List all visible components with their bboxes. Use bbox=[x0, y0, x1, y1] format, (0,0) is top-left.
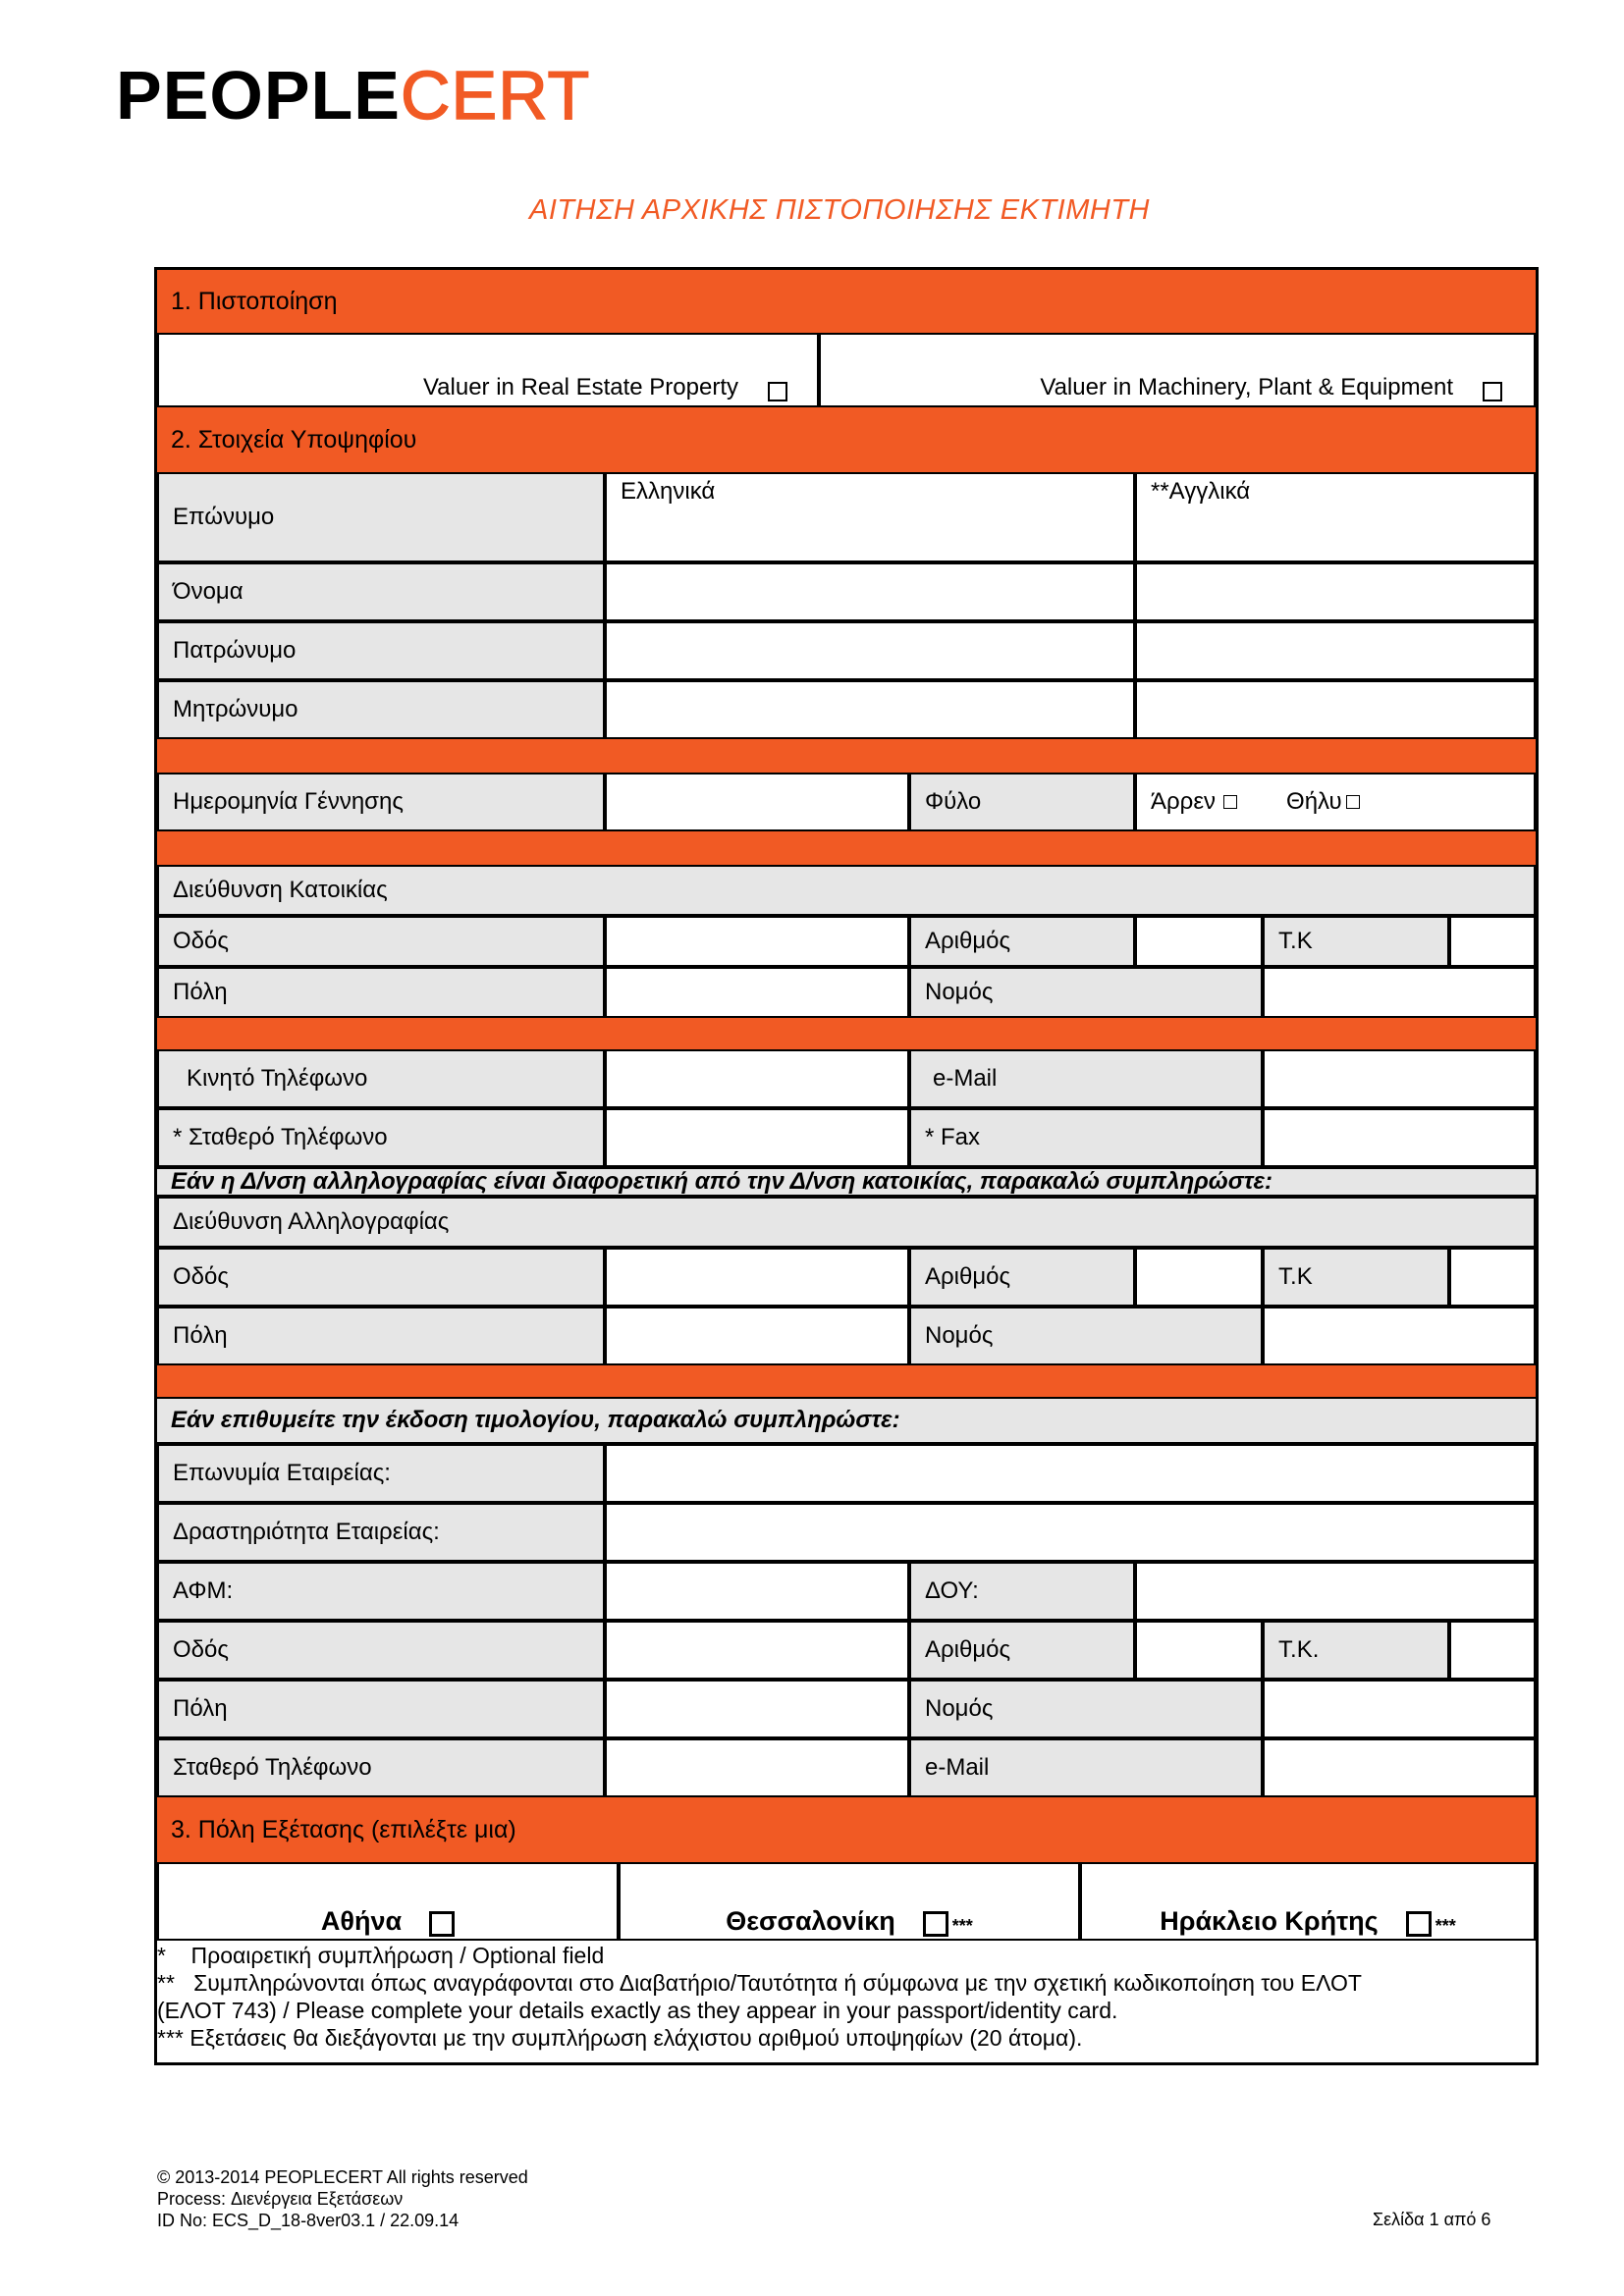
tax-office-label bbox=[909, 1562, 1135, 1621]
mail-street-label-text: Οδός bbox=[173, 1263, 229, 1290]
col-greek-label: Ελληνικά bbox=[621, 478, 716, 505]
tax-office-field[interactable] bbox=[1135, 1562, 1536, 1621]
exam-city-athens[interactable] bbox=[157, 1862, 619, 1941]
home-postcode-label-text: Τ.Κ bbox=[1278, 928, 1313, 954]
company-prefecture-field[interactable] bbox=[1263, 1680, 1536, 1738]
athens-checkbox[interactable] bbox=[429, 1911, 455, 1937]
heraklion-stars: *** bbox=[1435, 1916, 1456, 1936]
company-number-label-text: Αριθμός bbox=[925, 1636, 1011, 1663]
section2-title: 2. Στοιχεία Υποψηφίου bbox=[171, 425, 417, 454]
company-activity-label bbox=[157, 1503, 605, 1562]
thessaloniki-label: Θεσσαλονίκη bbox=[726, 1906, 895, 1936]
invoice-note-text: Εάν επιθυμείτε την έκδοση τιμολογίου, παρακαλώ συμπληρώστε: bbox=[171, 1407, 900, 1433]
section3-header bbox=[157, 1797, 1536, 1862]
vat-field[interactable] bbox=[605, 1562, 909, 1621]
footnote-passport-cont: (ΕΛΟΤ 743) / Please complete your details exactly as they appear in your passport/identity card. bbox=[157, 1998, 1118, 2023]
home-postcode-label bbox=[1263, 916, 1449, 967]
separator-bar bbox=[157, 739, 1536, 773]
separator-bar bbox=[157, 1365, 1536, 1397]
section1-title: 1. Πιστοποίηση bbox=[171, 287, 338, 315]
male-label: Άρρεν bbox=[1151, 788, 1217, 815]
name-label bbox=[157, 562, 605, 621]
surname-english-field[interactable] bbox=[1135, 472, 1536, 562]
footnote-minimum: *** Εξετάσεις θα διεξάγονται με την συμπλήρωση ελάχιστου αριθμού υποψηφίων (20 άτομα). bbox=[157, 2025, 1083, 2051]
option-real-estate[interactable] bbox=[157, 333, 819, 407]
page-footer bbox=[157, 2166, 528, 2231]
company-street-label bbox=[157, 1621, 605, 1680]
birth-date-label-text: Ημερομηνία Γέννησης bbox=[173, 788, 404, 815]
male-checkbox[interactable] bbox=[1223, 795, 1237, 809]
exam-city-heraklion[interactable] bbox=[1080, 1862, 1536, 1941]
home-prefecture-label-text: Νομός bbox=[925, 979, 994, 1005]
father-name-greek-field[interactable] bbox=[605, 621, 1135, 680]
logo-part-cert: CERT bbox=[400, 57, 591, 133]
home-address-heading bbox=[157, 865, 1536, 916]
home-postcode-field[interactable] bbox=[1449, 916, 1536, 967]
surname-label-text: Επώνυμο bbox=[173, 504, 275, 530]
document-title: ΑΙΤΗΣΗ ΑΡΧΙΚΗΣ ΠΙΣΤΟΠΟΙΗΣΗΣ ΕΚΤΙΜΗΤΗ bbox=[529, 194, 1150, 226]
mother-name-label bbox=[157, 680, 605, 739]
mobile-field[interactable] bbox=[605, 1049, 909, 1108]
company-phone-field[interactable] bbox=[605, 1738, 909, 1797]
sex-label-text: Φύλο bbox=[925, 788, 982, 815]
section3-title: 3. Πόλη Εξέτασης (επιλέξτε μια) bbox=[171, 1815, 516, 1843]
company-number-field[interactable] bbox=[1135, 1621, 1263, 1680]
vat-label-text: ΑΦΜ: bbox=[173, 1577, 234, 1604]
separator-bar bbox=[157, 1018, 1536, 1049]
surname-label bbox=[157, 472, 605, 562]
home-city-field[interactable] bbox=[605, 967, 909, 1018]
name-english-field[interactable] bbox=[1135, 562, 1536, 621]
section2-header bbox=[157, 407, 1536, 472]
thessaloniki-stars: *** bbox=[951, 1916, 973, 1936]
mail-address-heading bbox=[157, 1197, 1536, 1248]
home-number-label bbox=[909, 916, 1135, 967]
company-name-label-text: Επωνυμία Εταιρείας: bbox=[173, 1460, 391, 1486]
birth-date-label bbox=[157, 773, 605, 831]
mail-number-label bbox=[909, 1248, 1135, 1307]
footer-id: ID No: ECS_D_18-8ver03.1 / 22.09.14 bbox=[157, 2211, 460, 2230]
company-name-field[interactable] bbox=[605, 1444, 1536, 1503]
mobile-label-text: Κινητό Τηλέφωνο bbox=[187, 1065, 368, 1092]
col-english-label: **Αγγλικά bbox=[1151, 478, 1251, 505]
home-city-label bbox=[157, 967, 605, 1018]
name-label-text: Όνομα bbox=[173, 578, 244, 605]
company-street-field[interactable] bbox=[605, 1621, 909, 1680]
company-number-label bbox=[909, 1621, 1135, 1680]
invoice-note bbox=[157, 1397, 1536, 1444]
exam-city-thessaloniki[interactable] bbox=[619, 1862, 1080, 1941]
email-field[interactable] bbox=[1263, 1049, 1536, 1108]
option-machinery[interactable] bbox=[819, 333, 1536, 407]
company-phone-label-text: Σταθερό Τηλέφωνο bbox=[173, 1754, 372, 1781]
sex-options bbox=[1135, 773, 1536, 831]
logo-part-people: PEOPLE bbox=[116, 57, 401, 133]
mail-number-label-text: Αριθμός bbox=[925, 1263, 1011, 1290]
company-activity-field[interactable] bbox=[605, 1503, 1536, 1562]
company-email-label-text: e-Mail bbox=[925, 1754, 990, 1781]
fax-field[interactable] bbox=[1263, 1108, 1536, 1167]
option-machinery-label: Valuer in Machinery, Plant & Equipment bbox=[1040, 374, 1453, 400]
footnote-optional: * Προαιρετική συμπλήρωση / Optional field bbox=[157, 1943, 605, 1968]
footer-process: Process: Διενέργεια Εξετάσεων bbox=[157, 2189, 404, 2209]
real-estate-checkbox[interactable] bbox=[768, 382, 787, 401]
company-city-label bbox=[157, 1680, 605, 1738]
father-name-english-field[interactable] bbox=[1135, 621, 1536, 680]
company-email-label bbox=[909, 1738, 1263, 1797]
mail-prefecture-field[interactable] bbox=[1263, 1307, 1536, 1365]
home-street-field[interactable] bbox=[605, 916, 909, 967]
landline-label bbox=[157, 1108, 605, 1167]
section1-header bbox=[157, 270, 1536, 333]
fax-label bbox=[909, 1108, 1263, 1167]
mail-prefecture-label-text: Νομός bbox=[925, 1322, 994, 1349]
company-postcode-field[interactable] bbox=[1449, 1621, 1536, 1680]
landline-field[interactable] bbox=[605, 1108, 909, 1167]
email-label bbox=[909, 1049, 1263, 1108]
female-label: Θήλυ bbox=[1286, 788, 1342, 815]
mail-address-note-text: Εάν η Δ/νση αλληλογραφίας είναι διαφορετική από την Δ/νση κατοικίας, παρακαλώ συμπληρώστε: bbox=[171, 1168, 1272, 1195]
company-city-label-text: Πόλη bbox=[173, 1695, 228, 1722]
mail-city-label bbox=[157, 1307, 605, 1365]
mother-name-label-text: Μητρώνυμο bbox=[173, 696, 298, 722]
home-number-label-text: Αριθμός bbox=[925, 928, 1011, 954]
birth-date-field[interactable] bbox=[605, 773, 909, 831]
company-postcode-label bbox=[1263, 1621, 1449, 1680]
peoplecert-logo bbox=[116, 57, 591, 133]
father-name-label bbox=[157, 621, 605, 680]
female-checkbox[interactable] bbox=[1346, 795, 1360, 809]
fax-label-text: * Fax bbox=[925, 1124, 981, 1150]
heraklion-checkbox[interactable] bbox=[1406, 1911, 1432, 1937]
company-street-label-text: Οδός bbox=[173, 1636, 229, 1663]
footnotes bbox=[157, 1942, 1532, 2052]
home-street-label bbox=[157, 916, 605, 967]
company-activity-label-text: Δραστηριότητα Εταιρείας: bbox=[173, 1519, 440, 1545]
company-phone-label bbox=[157, 1738, 605, 1797]
mail-address-note bbox=[157, 1167, 1536, 1197]
home-number-field[interactable] bbox=[1135, 916, 1263, 967]
email-label-text: e-Mail bbox=[933, 1065, 998, 1092]
surname-greek-field[interactable] bbox=[605, 472, 1135, 562]
mail-prefecture-label bbox=[909, 1307, 1263, 1365]
separator-bar bbox=[157, 831, 1536, 865]
mail-city-field[interactable] bbox=[605, 1307, 909, 1365]
machinery-checkbox[interactable] bbox=[1483, 382, 1502, 401]
mobile-label bbox=[157, 1049, 605, 1108]
company-email-field[interactable] bbox=[1263, 1738, 1536, 1797]
mother-name-greek-field[interactable] bbox=[605, 680, 1135, 739]
home-prefecture-field[interactable] bbox=[1263, 967, 1536, 1018]
mail-city-label-text: Πόλη bbox=[173, 1322, 228, 1349]
landline-label-text: * Σταθερό Τηλέφωνο bbox=[173, 1124, 388, 1150]
mail-street-field[interactable] bbox=[605, 1248, 909, 1307]
footnote-passport: ** Συμπληρώνονται όπως αναγράφονται στο Διαβατήριο/Ταυτότητα ή σύμφωνα με την σχετική κωδικοποίηση του ΕΛΟΤ bbox=[157, 1970, 1362, 1996]
company-prefecture-label-text: Νομός bbox=[925, 1695, 994, 1722]
page-number: Σελίδα 1 από 6 bbox=[1373, 2210, 1491, 2229]
mother-name-english-field[interactable] bbox=[1135, 680, 1536, 739]
name-greek-field[interactable] bbox=[605, 562, 1135, 621]
mail-postcode-field[interactable] bbox=[1449, 1248, 1536, 1307]
option-real-estate-label: Valuer in Real Estate Property bbox=[422, 374, 738, 400]
company-postcode-label-text: Τ.Κ. bbox=[1278, 1636, 1320, 1663]
father-name-label-text: Πατρώνυμο bbox=[173, 637, 297, 664]
vat-label bbox=[157, 1562, 605, 1621]
mail-address-heading-text: Διεύθυνση Αλληλογραφίας bbox=[173, 1208, 450, 1235]
home-city-label-text: Πόλη bbox=[173, 979, 228, 1005]
mail-street-label bbox=[157, 1248, 605, 1307]
mail-postcode-label bbox=[1263, 1248, 1449, 1307]
heraklion-label: Ηράκλειο Κρήτης bbox=[1160, 1906, 1379, 1936]
sex-label bbox=[909, 773, 1135, 831]
mail-postcode-label-text: Τ.Κ bbox=[1278, 1263, 1313, 1290]
home-prefecture-label bbox=[909, 967, 1263, 1018]
tax-office-label-text: ΔΟΥ: bbox=[925, 1577, 979, 1604]
company-prefecture-label bbox=[909, 1680, 1263, 1738]
mail-number-field[interactable] bbox=[1135, 1248, 1263, 1307]
thessaloniki-checkbox[interactable] bbox=[923, 1911, 948, 1937]
footer-copyright: © 2013-2014 PEOPLECERT All rights reserved bbox=[157, 2167, 528, 2187]
home-street-label-text: Οδός bbox=[173, 928, 229, 954]
athens-label: Αθήνα bbox=[320, 1906, 403, 1936]
home-address-heading-text: Διεύθυνση Κατοικίας bbox=[173, 877, 388, 903]
company-name-label bbox=[157, 1444, 605, 1503]
company-city-field[interactable] bbox=[605, 1680, 909, 1738]
